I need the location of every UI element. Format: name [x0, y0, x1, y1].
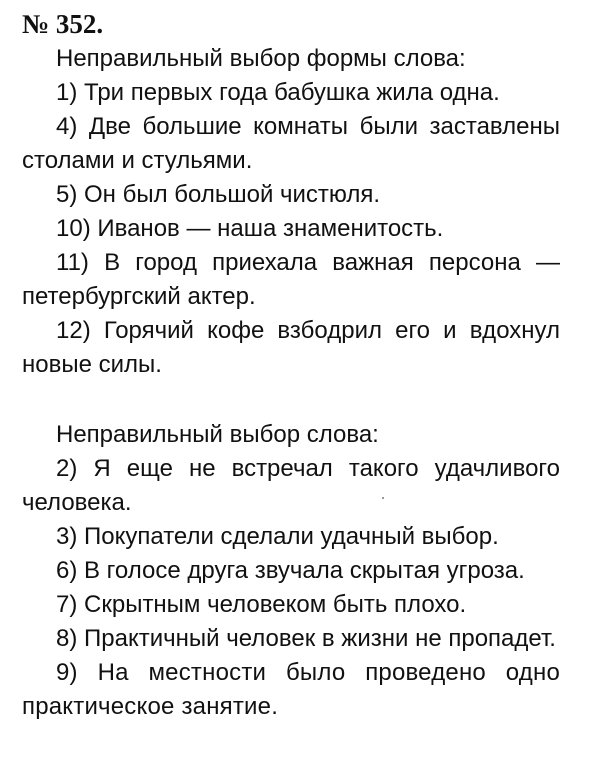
- section-heading: Неправильный выбор слова:: [56, 421, 379, 448]
- exercise-number: № 352.: [22, 9, 104, 39]
- scan-speck: [382, 497, 384, 499]
- list-item: 5) Он был большой чистюля.: [56, 181, 381, 208]
- list-item: 8) Практичный человек в жизни не пропадет.: [56, 625, 556, 652]
- list-item: 6) В голосе друга звучала скрытая угроза.: [56, 557, 525, 584]
- list-item: 11) В город приехала важная персона — петербургский актер.: [22, 249, 560, 310]
- list-item: 3) Покупатели сделали удачный выбор.: [56, 523, 499, 550]
- section-form-choice: [22, 42, 560, 382]
- list-item: 2) Я еще не встречал такого удачливого человека.: [22, 455, 560, 516]
- list-item: 7) Скрытным человеком быть плохо.: [56, 591, 467, 618]
- list-item: 1) Три первых года бабушка жила одна.: [56, 79, 500, 106]
- list-item: 12) Горячий кофе взбодрил его и вдохнул новые силы.: [22, 317, 560, 378]
- section-heading: Неправильный выбор формы слова:: [56, 45, 466, 72]
- list-item: 9) На местности было проведено одно практическое занятие.: [22, 659, 560, 720]
- section-word-choice: [22, 418, 560, 724]
- list-item: 10) Иванов — наша знаменитость.: [56, 215, 444, 242]
- list-item: 4) Две большие комнаты были заставлены столами и стульями.: [22, 113, 560, 174]
